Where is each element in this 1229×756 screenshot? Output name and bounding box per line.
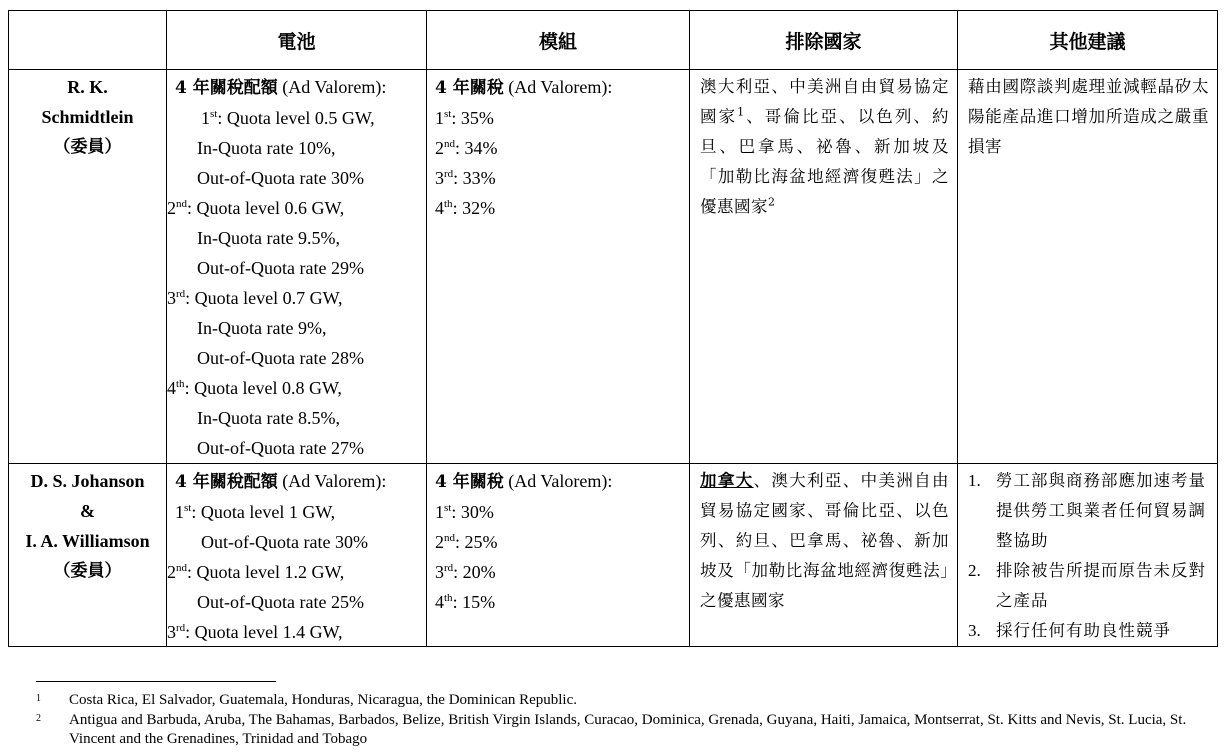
tier-line: Out-of-Quota rate 25% [197,592,364,612]
module-heading-label: 4 年關稅 [435,472,504,492]
footnote-separator [36,681,276,682]
tier-quota: : Quota level 0.5 GW, [217,108,375,128]
header-excluded-countries: 排除國家 [690,11,958,70]
rate-value: : 15% [452,592,496,612]
tier-line: Out-of-Quota rate 30% [201,532,368,552]
header-empty [9,11,167,70]
list-item [968,466,1209,556]
exclusion-cell [690,70,958,464]
battery-heading [167,466,426,497]
other-cell [958,70,1218,464]
battery-heading-suffix: (Ad Valorem): [277,77,387,97]
battery-heading [167,72,426,103]
rate-value: : 34% [455,138,498,158]
commissioner-role: （委員） [53,137,122,157]
tier-line [167,617,426,646]
list-item [968,616,1209,646]
module-rate [427,557,689,587]
other-text: 藉由國際談判處理並減輕晶矽太陽能產品進口增加所造成之嚴重損害 [968,77,1209,156]
battery-cell [167,464,427,647]
footnote-mark: 1 [36,693,41,704]
tier-line: Out-of-Quota rate 29% [197,258,364,278]
header-other-recommendations: 其他建議 [958,11,1218,70]
module-rate [427,527,689,557]
list-number: 1. [968,471,981,490]
tier-line [167,283,426,313]
list-text: 排除被告所提而原告未反對之產品 [996,561,1206,610]
tier-ordinal: 4 [167,378,176,398]
footnote-text: Costa Rica, El Salvador, Guatemala, Honduras, Nicaragua, the Dominican Republic. [69,692,578,708]
exclusion-part: 澳大利亞、中美洲自由貿易協定國家 [700,77,949,126]
rate-ordinal: 4 [435,592,444,612]
battery-heading-suffix: (Ad Valorem): [277,471,387,491]
commissioner-name-line: & [80,501,95,521]
exclusion-part: 、哥倫比亞、以色列、約旦、巴拿馬、祕魯、新加坡及「加勒比海盆地經濟復甦法」之優惠國家 [700,107,950,216]
tier-suffix: st [210,108,218,120]
footnote-ref: 1 [737,105,745,119]
tier-quota: : Quota level 1 GW, [191,502,336,522]
exclusion-part: 、澳大利亞、中美洲自由貿易協定國家、哥倫比亞、以色列、約旦、巴拿馬、祕魯、新加坡及「加勒比海盆地經濟復甦法」之優惠國家 [700,471,950,610]
rate-suffix: st [444,108,452,120]
module-cell [427,70,690,464]
tier-line: In-Quota rate 9.5%, [197,228,340,248]
rate-ordinal: 3 [435,562,444,582]
tier-suffix: st [184,502,192,514]
tier-line [167,497,426,527]
rate-ordinal: 4 [435,198,444,218]
tier-suffix: rd [176,622,186,634]
module-heading [427,466,689,497]
tier-suffix: th [176,378,185,390]
tier-line: In-Quota rate 10%, [197,138,336,158]
commissioner-cell-inner [9,466,166,646]
rate-value: : 33% [453,168,496,188]
rate-value: : 20% [453,562,496,582]
tier-ordinal: 3 [167,288,176,308]
module-cell [427,464,690,647]
header-battery: 電池 [167,11,427,70]
module-rate [427,587,689,617]
header-row [9,11,1218,70]
rate-ordinal: 2 [435,138,444,158]
rate-suffix: rd [444,168,454,180]
module-rate [427,193,689,223]
tier-ordinal: 3 [167,622,176,642]
commissioner-name-line: D. S. Johanson [30,471,145,491]
tier-line: Out-of-Quota rate 30% [197,168,364,188]
tier-quota: : Quota level 0.8 GW, [184,378,342,398]
rate-value: : 30% [451,502,494,522]
commissioner-name-line: Schmidtlein [41,107,134,127]
tier-line [167,557,426,587]
tier-quota: : Quota level 0.7 GW, [185,288,343,308]
module-heading-suffix: (Ad Valorem): [503,471,613,491]
rate-ordinal: 1 [435,108,444,128]
module-heading-suffix: (Ad Valorem): [503,77,613,97]
rate-suffix: st [444,502,452,514]
commissioner-name-line: I. A. Williamson [25,531,150,551]
module-rate [427,163,689,193]
tier-ordinal: 1 [175,502,184,522]
rate-ordinal: 3 [435,168,444,188]
tier-line [167,193,426,223]
tier-suffix: nd [176,198,187,210]
tier-suffix: nd [176,562,187,574]
rate-suffix: th [444,592,453,604]
tier-line [167,373,426,403]
list-number: 2. [968,561,981,580]
tier-line [167,103,426,133]
other-cell [958,464,1218,647]
rate-suffix: th [444,198,453,210]
comparison-table [8,10,1218,647]
tier-line: In-Quota rate 8.5%, [197,408,340,428]
footnote-mark: 2 [36,713,41,724]
battery-cell [167,70,427,464]
commissioner-name-line: R. K. [67,77,108,97]
rate-suffix: nd [444,138,455,150]
other-list [958,464,1217,646]
tier-line: Out-of-Quota rate 28% [197,348,364,368]
rate-suffix: rd [444,562,454,574]
commissioner-cell [9,70,167,464]
module-rate [427,497,689,527]
list-item [968,556,1209,616]
rate-ordinal: 1 [435,502,444,522]
tier-line: In-Quota rate 9%, [197,318,327,338]
commissioner-role: （委員） [53,561,122,581]
tier-line: Out-of-Quota rate 27% [197,438,364,458]
tier-quota: : Quota level 1.4 GW, [185,622,343,642]
battery-heading-label: 4 年關稅配額 [175,472,278,492]
module-rate [427,103,689,133]
exclusion-cell [690,464,958,647]
tier-ordinal: 1 [201,108,210,128]
module-rate [427,133,689,163]
footnote-ref: 2 [768,195,776,209]
rate-value: : 35% [451,108,494,128]
module-heading [427,72,689,103]
battery-cell-inner [167,466,426,646]
commissioner-cell [9,464,167,647]
rate-value: : 32% [452,198,496,218]
tier-ordinal: 2 [167,562,176,582]
exclusion-text [690,464,957,646]
list-number: 3. [968,621,981,640]
tier-ordinal: 2 [167,198,176,218]
header-module: 模組 [427,11,690,70]
tier-quota: : Quota level 1.2 GW, [187,562,345,582]
rate-suffix: nd [444,532,455,544]
battery-heading-label: 4 年關稅配額 [175,78,278,98]
rate-value: : 25% [455,532,498,552]
tier-quota: : Quota level 0.6 GW, [187,198,345,218]
footnote-text: Antigua and Barbuda, Aruba, The Bahamas, Barbados, Belize, British Virgin Islands, Curacao, Dominica, Grenada, Guyana, Haiti, Jamaica, Montserrat, St. Kitts and Nevis, St. Lucia, St. Vincent and the Grenadines, Trinidad and Tobago [69,712,1187,747]
rate-ordinal: 2 [435,532,444,552]
table-row [9,464,1218,647]
exclusion-highlight: 加拿大 [700,471,754,490]
list-text: 勞工部與商務部應加速考量提供勞工與業者任何貿易調整協助 [996,471,1206,550]
list-text: 採行任何有助良性競爭 [996,621,1171,640]
table-row [9,70,1218,464]
tier-suffix: rd [176,288,186,300]
module-heading-label: 4 年關稅 [435,78,504,98]
exclusion-text [690,70,957,222]
